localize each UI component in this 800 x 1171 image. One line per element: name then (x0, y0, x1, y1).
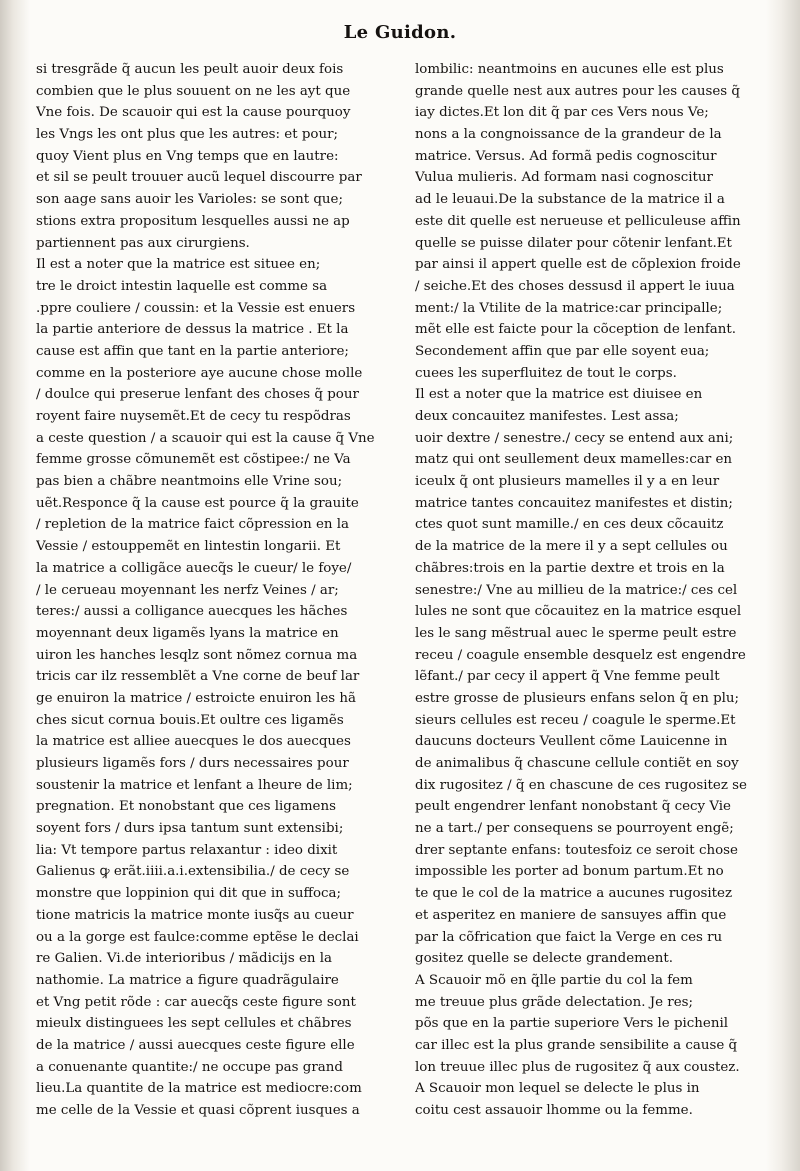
right-column-line: ad le leuaui.De la substance de la matrice il a (415, 192, 725, 208)
left-column-line: tre le droict intestin laquelle est comme sa (36, 278, 328, 294)
left-column-line: me celle de la Vessie et quasi cõprent iusques a (36, 1103, 360, 1118)
left-column-line: son aage sans auoir les Varioles: se sont que; (36, 192, 343, 208)
right-column-line: matrice tantes concauitez manifestes et distin; (415, 495, 733, 511)
right-column-line: estre grosse de plusieurs enfans selon q̃ en plu; (415, 690, 740, 706)
right-column-line: põs que en la partie superiore Vers le pichenil (415, 1016, 729, 1032)
left-column-line: comme en la posteriore aye aucune chose molle (36, 365, 363, 381)
left-column-line: royent faire nuysemẽt.Et de cecy tu respõdras (36, 409, 351, 424)
right-column-line: chãbres:trois en la partie dextre et trois en la (415, 560, 725, 576)
left-column-line: Vne fois. De scauoir qui est la cause pourquoy (36, 105, 351, 121)
left-column-line: pas bien a chãbre neantmoins elle Vrine sou; (36, 474, 343, 490)
right-column-line: este dit quelle est nerueuse et pelliculeuse affin (415, 213, 741, 229)
right-text-column (415, 59, 770, 1122)
left-column-line: ches sicut cornua bouis.Et oultre ces ligamẽs (36, 712, 344, 728)
right-column-line: peult engendrer lenfant nonobstant q̃ cecy Vie (415, 799, 731, 815)
left-column-line: quoy Vient plus en Vng temps que en lautre: (36, 148, 339, 164)
left-column-line: soustenir la matrice et lenfant a lheure de lim; (36, 777, 353, 793)
right-column-line: senestre:/ Vne au millieu de la matrice:/ ces cel (415, 582, 738, 598)
right-column-line: lẽfant./ par cecy il appert q̃ Vne femme peult (415, 669, 720, 685)
right-column-line: sieurs cellules est receu / coagule le sperme.Et (415, 712, 736, 728)
right-column-line: Il est a noter que la matrice est diuisee en (415, 387, 703, 403)
left-column-line: les Vngs les ont plus que les autres: et pour; (36, 127, 338, 143)
left-column-line: et sil se peult trouuer aucũ lequel discourre par (36, 170, 362, 186)
right-column-line: / seiche.Et des choses dessusd il appert le iuua (415, 278, 735, 294)
right-column-line: impossible les porter ad bonum partum.Et no (415, 864, 724, 880)
right-column-line: receu / coagule ensemble desquelz est engendre (415, 647, 746, 663)
right-column-line: coitu cest assauoir lhomme ou la femme. (415, 1103, 693, 1118)
right-column-line: nons a la congnoissance de la grandeur de la (415, 127, 722, 143)
right-column-line: iay dictes.Et lon dit q̃ par ces Vers nous Ve; (415, 105, 709, 121)
right-column-line: ment:/ la Vtilite de la matrice:car principalle; (415, 300, 723, 316)
right-column-line: dix rugositez / q̃ en chascune de ces rugositez se (415, 777, 747, 793)
right-column-line: lules ne sont que cõcauitez en la matrice esquel (415, 604, 742, 620)
right-column-line: drer septante enfans: toutesfoiz ce seroit chose (415, 842, 738, 858)
left-column-line: tricis car ilz ressemblẽt a Vne corne de beuf lar (36, 669, 360, 685)
right-column-line: grande quelle nest aux autres pour les causes q̃ (415, 83, 740, 99)
right-column-line: Secondement affin que par elle soyent eua; (415, 343, 710, 359)
page-gutter-shadow (0, 0, 30, 1171)
right-column-line: uoir dextre / senestre./ cecy se entend aux ani; (415, 430, 734, 446)
right-column-line: Vulua mulieris. Ad formam nasi cognoscitur (415, 170, 713, 186)
left-column-line: ou a la gorge est faulce:comme eptẽse le declai (36, 929, 359, 945)
right-column-line: par la cõfrication que faict la Verge en ces ru (415, 929, 723, 945)
right-column-line: deux concauitez manifestes. Lest assa; (415, 409, 679, 424)
left-column-line: lia: Vt tempore partus relaxantur : ideo dixit (36, 842, 338, 858)
left-column-line: mieulx distinguees les sept cellules et chãbres (36, 1016, 352, 1032)
left-column-line: re Galien. Vi.de interioribus / mãdicijs en la (36, 951, 333, 967)
left-column-line: ge enuiron la matrice / estroicte enuiron les hã (36, 690, 356, 706)
left-column-line: combien que le plus souuent on ne les ayt que (36, 83, 351, 99)
left-column-line: moyennant deux ligamẽs lyans la matrice en (36, 625, 339, 641)
right-column-line: A Scauoir mon lequel se delecte le plus in (415, 1081, 700, 1097)
left-column-line: et Vng petit rõde : car auecq̃s ceste figure sont (36, 994, 356, 1010)
left-column-line: / doulce qui preserue lenfant des choses q̃ pour (36, 387, 359, 403)
right-column-line: cuees les superfluitez de tout le corps. (415, 365, 677, 381)
right-column-line: daucuns docteurs Veullent cõme Lauicenne in (415, 734, 728, 750)
right-column-line: te que le col de la matrice a aucunes rugositez (415, 886, 733, 902)
left-column-line: a conuenante quantite:/ ne occupe pas grand (36, 1059, 343, 1075)
left-column-line: lieu.La quantite de la matrice est mediocre:com (36, 1081, 362, 1097)
left-column-line: nathomie. La matrice a figure quadrãgulaire (36, 972, 339, 988)
left-column-line: uẽt.Responce q̃ la cause est pource q̃ la grauite (36, 495, 359, 511)
left-column-line: plusieurs ligamẽs fors / durs necessaires pour (36, 756, 349, 771)
right-column-line: iceulx q̃ ont plusieurs mamelles il y a en leur (415, 474, 720, 490)
left-column-line: / le cerueau moyennant les nerfz Veines / ar; (36, 582, 339, 598)
right-column-line: lombilic: neantmoins en aucunes elle est plus (415, 62, 724, 77)
left-column-line: Il est a noter que la matrice est situee en; (36, 257, 321, 273)
left-column-line: Galienus ꝙ erãt.iiii.a.i.extensibilia./ de cecy se (36, 864, 350, 880)
left-column-line: teres:/ aussi a colligance auecques les hãches (36, 604, 348, 620)
left-column-line: .ppre couliere / coussin: et la Vessie est enuers (36, 300, 356, 316)
left-column-line: la partie anteriore de dessus la matrice . Et la (36, 322, 349, 338)
right-column-line: mẽt elle est faicte pour la cõception de lenfant. (415, 322, 737, 338)
right-column-line: gositez quelle se delecte grandement. (415, 951, 674, 967)
page-edge-shadow (766, 0, 800, 1171)
right-column-line: car illec est la plus grande sensibilite a cause q̃ (415, 1037, 738, 1053)
left-column-line: la matrice est alliee auecques le dos auecques (36, 734, 351, 750)
right-column-line: et asperitez en maniere de sansuyes affin que (415, 907, 727, 923)
right-column-line: ctes quot sunt mamille./ en ces deux cõcauitz (415, 517, 724, 533)
left-column-line: la matrice a colligãce auecq̃s le cueur/ le foye/ (36, 560, 352, 576)
left-column-line: Vessie / estouppemẽt en lintestin longarii. Et (36, 539, 341, 555)
left-column-line: cause est affin que tant en la partie anteriore; (36, 343, 349, 359)
left-column-line: stions extra propositum lesquelles aussi ne ap (36, 213, 350, 229)
right-column-line: A Scauoir mõ en q̃lle partie du col la fem (415, 972, 693, 988)
left-text-column (36, 59, 394, 1122)
left-column-line: a ceste question / a scauoir qui est la cause q̃ Vne (36, 430, 375, 446)
left-column-line: soyent fors / durs ipsa tantum sunt extensibi; (36, 821, 344, 837)
left-column-line: partiennent pas aux cirurgiens. (36, 235, 250, 251)
right-column-line: les le sang mẽstrual auec le sperme peult estre (415, 625, 737, 641)
left-column-line: femme grosse cõmunemẽt est cõstipee:/ ne Va (36, 452, 351, 468)
left-column-line: monstre que loppinion qui dit que in suffoca; (36, 886, 342, 902)
left-column-line: si tresgrãde q̃ aucun les peult auoir deux fois (36, 62, 344, 77)
left-column-line: pregnation. Et nonobstant que ces ligamens (36, 799, 336, 815)
left-column-line: tione matricis la matrice monte iusq̃s au cueur (36, 907, 354, 923)
right-column-line: quelle se puisse dilater pour cõtenir lenfant.Et (415, 235, 732, 251)
right-column-line: me treuue plus grãde delectation. Je res; (415, 994, 694, 1010)
right-column-line: par ainsi il appert quelle est de cõplexion froide (415, 257, 741, 273)
right-column-line: ne a tart./ per consequens se pourroyent engẽ; (415, 821, 734, 837)
running-header: Le Guidon. (343, 22, 457, 43)
left-column-line: de la matrice / aussi auecques ceste figure elle (36, 1037, 355, 1053)
right-column-line: matz qui ont seullement deux mamelles:car en (415, 452, 733, 468)
right-column-line: lon treuue illec plus de rugositez q̃ aux coustez. (415, 1059, 740, 1075)
right-column-line: matrice. Versus. Ad formã pedis cognoscitur (415, 148, 717, 164)
left-column-line: / repletion de la matrice faict cõpression en la (36, 517, 350, 533)
right-column-line: de la matrice de la mere il y a sept cellules ou (415, 539, 728, 555)
left-column-line: uiron les hanches lesqlz sont nõmez cornua ma (36, 647, 358, 663)
right-column-line: de animalibus q̃ chascune cellule contiẽt en soy (415, 756, 739, 771)
